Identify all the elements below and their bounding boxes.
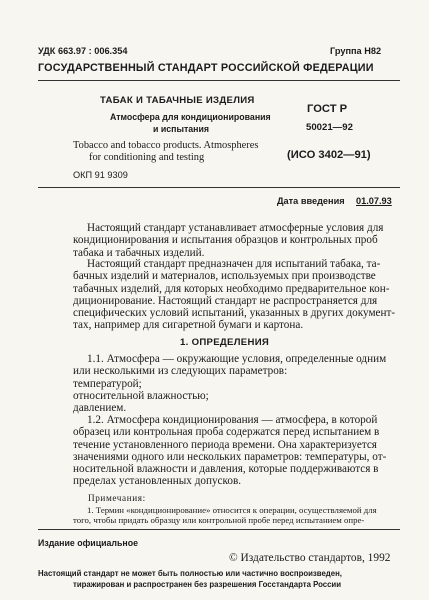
intro-date-value: 01.07.93 [356,196,392,206]
paragraph-scope: Настоящий стандарт устанавливает атмосферные условия для кондиционирования и испытания образцов и контрольных проб табака и табачных изделий. [73,222,384,259]
paragraph-1-1: 1.1. Атмосфера — окружающие условия, определенные одним или несколькими из следующих параметров: температурой; относительной влажностью; давлением. [73,353,387,415]
header-rule [38,80,400,81]
state-standard-banner: ГОСУДАРСТВЕННЫЙ СТАНДАРТ РОССИЙСКОЙ ФЕДЕРАЦИИ [38,62,374,74]
title-rule [38,187,400,188]
group-code: Группа Н82 [330,46,382,56]
gost-number: 50021—92 [306,122,353,133]
section-title: 1. ОПРЕДЕЛЕНИЯ [180,337,270,348]
title-en-line1: Tobacco and tobacco products. Atmospheres [73,140,259,151]
okp-code: ОКП 91 9309 [73,170,128,180]
notes-title: Примечания: [88,493,146,503]
reproduction-notice-line1: Настоящий стандарт не может быть полностью или частично воспроизведен, [38,569,342,578]
reproduction-notice-line2: тиражирован и распространен без разрешения Госстандарта России [73,580,341,589]
intro-date-label: Дата введения [277,196,345,206]
copyright: © Издательство стандартов, 1992 [229,552,391,564]
udc-code: УДК 663.97 : 006.354 [38,46,128,56]
title-en-line2: for conditioning and testing [89,152,205,163]
title-ru: ТАБАК И ТАБАЧНЫЕ ИЗДЕЛИЯ [100,95,255,106]
note-1: 1. Термин «кондиционирование» относится к операции, осуществляемой для того, чтобы придать образцу или контрольной пробе перед испытанием опре- [73,505,377,525]
official-edition: Издание официальное [38,538,138,548]
iso-reference: (ИСО 3402—91) [287,149,371,161]
subtitle-ru-line2: и испытания [153,124,210,134]
gost-label: ГОСТ Р [307,103,348,115]
paragraph-1-2: 1.2. Атмосфера кондиционирования — атмосфера, в которой образец или контрольная проба содержатся перед испытанием в течение установленного периода времени. Она характеризуется значениями одного или нескольких параметров: температуры, от- носительной влажности и давления, которые поддерживаются в пределах установленных допусков. [73,414,387,488]
footer-rule [38,529,400,530]
paragraph-applicability: Настоящий стандарт предназначен для испытаний табака, та- бачных изделий и материалов, используемых при производстве табачных изделий, для которых необходимо предварительное кон- диционирование. Настоящий стандарт не распространяется для специфических условий испытаний, указанных в других документ- тах, например для сигаретной бумаги и картона. [73,258,396,332]
subtitle-ru-line1: Атмосфера для кондиционирования [110,112,271,122]
